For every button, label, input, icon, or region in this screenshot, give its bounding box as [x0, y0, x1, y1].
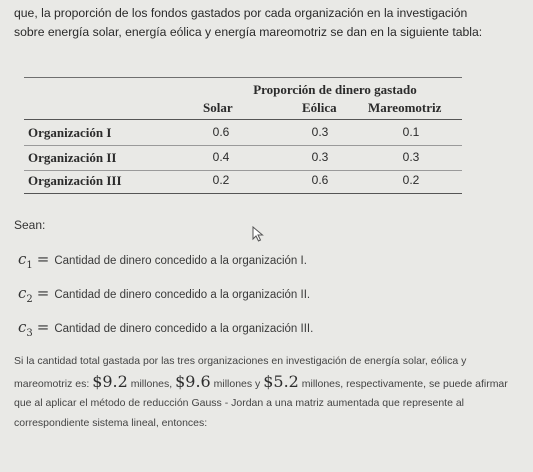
table-bottom-rule — [24, 193, 462, 194]
table-row-rule-1 — [24, 145, 462, 146]
intro-line-2: sobre energía solar, energía eólica y energía mareomotriz se dan en la siguiente tabla: — [14, 25, 483, 39]
column-header-mareomotriz: Mareomotriz — [368, 100, 442, 115]
cell-org3-solar: 0.2 — [212, 173, 230, 187]
definition-c2 — [18, 284, 310, 305]
var-c1-symbol: c — [18, 250, 27, 268]
table-row-rule-2 — [24, 170, 462, 171]
amount-mareomotriz: $5.2 — [263, 371, 299, 391]
equals-sign: = — [36, 284, 50, 302]
paragraph-part-1: Si la cantidad total gastada por las tres organizaciones en investigación de energía solar, eólica y mareomotriz es: — [14, 355, 467, 390]
cell-org3-mareomotriz: 0.2 — [402, 173, 420, 187]
paragraph-part-4: millones, respectivamente, se puede afirmar que al aplicar el método de reducción Gauss - Jordan a una matriz aumentada que represente al correspondiente sistema lineal, entonces: — [14, 377, 508, 429]
table-header-rule — [24, 119, 462, 120]
definition-c3-text: Cantidad de dinero concedido a la organización III. — [54, 323, 314, 335]
cell-org1-solar: 0.6 — [212, 125, 230, 139]
table-top-rule — [24, 77, 462, 78]
column-header-eolica: Eólica — [302, 100, 337, 115]
var-c1-subscript: 1 — [26, 260, 33, 271]
definition-c3 — [18, 318, 313, 339]
table-caption: Proporción de dinero gastado — [253, 82, 417, 97]
cell-org3-eolica: 0.6 — [311, 173, 329, 187]
problem-paragraph — [14, 352, 522, 433]
var-c3-subscript: 3 — [26, 328, 33, 339]
cell-org2-eolica: 0.3 — [311, 150, 329, 164]
definition-c2-text: Cantidad de dinero concedido a la organización II. — [54, 289, 311, 301]
equals-sign: = — [36, 250, 50, 268]
amount-eolica: $9.6 — [175, 371, 211, 391]
var-c2-subscript: 2 — [26, 294, 33, 305]
definition-c1-text: Cantidad de dinero concedido a la organización I. — [54, 255, 307, 267]
equals-sign: = — [36, 318, 50, 336]
var-c3-symbol: c — [18, 318, 27, 336]
column-header-solar: Solar — [203, 100, 233, 115]
var-c2-symbol: c — [18, 284, 27, 302]
cell-org1-mareomotriz: 0.1 — [402, 125, 420, 139]
amount-solar: $9.2 — [92, 371, 128, 391]
row-label-org-3: Organización III — [28, 173, 122, 188]
definition-c1 — [18, 250, 307, 271]
mouse-pointer-icon — [252, 226, 264, 242]
cell-org2-solar: 0.4 — [212, 150, 230, 164]
cell-org1-eolica: 0.3 — [311, 125, 329, 139]
cell-org2-mareomotriz: 0.3 — [402, 150, 420, 164]
intro-line-1: que, la proporción de los fondos gastados por cada organización en la investigación — [14, 6, 468, 20]
sean-label: Sean: — [14, 218, 46, 232]
paragraph-part-3: millones y — [210, 377, 264, 390]
intro-text — [14, 4, 524, 42]
paragraph-part-2: millones, — [127, 377, 176, 390]
row-label-org-2: Organización II — [28, 150, 117, 165]
row-label-org-1: Organización I — [28, 125, 112, 140]
